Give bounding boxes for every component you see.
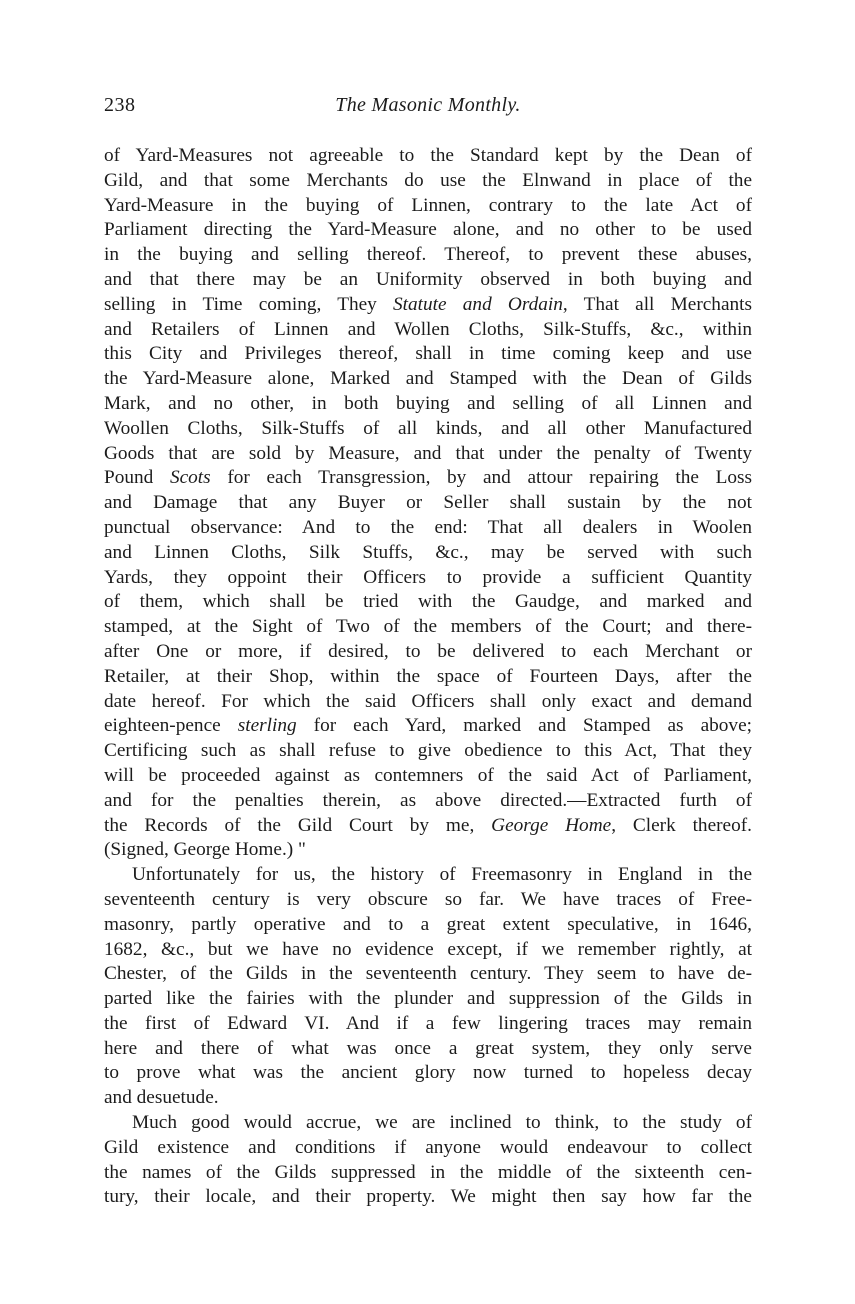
text-line <box>104 566 752 591</box>
text-run: to prove what was the ancient glory now turned to hopeless decay <box>104 1062 752 1084</box>
text-run: Woollen Cloths, Silk-Stuffs of all kinds, and all other Manufactured <box>104 417 752 439</box>
text-run: Retailer, at their Shop, within the space of Fourteen Days, after the <box>104 665 752 687</box>
text-line <box>104 194 752 219</box>
text-line <box>104 739 752 764</box>
text-run: date hereof. For which the said Officers shall only exact and demand <box>104 690 752 712</box>
text-run: this City and Privileges thereof, shall in time coming keep and use <box>104 343 752 365</box>
text-run: the Yard-Measure alone, Marked and Stamped with the Dean of Gilds <box>104 368 752 390</box>
text-line <box>104 392 752 417</box>
text-run: Yards, they oppoint their Officers to provide a sufficient Quantity <box>104 566 752 588</box>
text-line <box>104 888 752 913</box>
text-line <box>104 987 752 1012</box>
text-run: tury, their locale, and their property. We might then say how far the <box>104 1186 752 1208</box>
text-line <box>104 690 752 715</box>
text-line <box>104 541 752 566</box>
text-run: Gild, and that some Merchants do use the Elnwand in place of the <box>104 169 752 191</box>
text-run: of them, which shall be tried with the Gaudge, and marked and <box>104 591 752 613</box>
text-run: masonry, partly operative and to a great extent speculative, in 1646, <box>104 913 752 935</box>
text-run: and Damage that any Buyer or Seller shall sustain by the not <box>104 492 752 514</box>
text-run: and for the penalties therein, as above directed.—Extracted furth of <box>104 789 752 811</box>
text-line <box>104 1161 752 1186</box>
text-line <box>104 442 752 467</box>
text-run: Much good would accrue, we are inclined to think, to the study of <box>132 1112 752 1134</box>
text-line <box>104 1061 752 1086</box>
text-run: of Yard-Measures not agreeable to the Standard kept by the Dean of <box>104 145 752 166</box>
text-line <box>104 962 752 987</box>
text-run: in the buying and selling thereof. Thereof, to prevent these abuses, <box>104 244 752 266</box>
text-run: selling in Time coming, They <box>104 293 394 315</box>
text-run: Chester, of the Gilds in the seventeenth century. They seem to have de- <box>104 963 752 985</box>
text-line <box>104 243 752 268</box>
text-line <box>104 590 752 615</box>
book-page <box>104 90 752 1210</box>
text-line <box>104 913 752 938</box>
text-run: stamped, at the Sight of Two of the members of the Court; and there- <box>104 616 752 638</box>
text-run: here and there of what was once a great system, they only serve <box>104 1037 752 1059</box>
text-run: will be proceeded against as contemners of the said Act of Parliament, <box>104 764 752 786</box>
text-run: Certificing such as shall refuse to give obedience to this Act, That they <box>104 740 752 762</box>
text-run: (Signed, George Home.) " <box>104 839 306 861</box>
text-line <box>104 516 752 541</box>
paragraph <box>104 144 752 863</box>
text-run: Mark, and no other, in both buying and selling of all Linnen and <box>104 392 752 414</box>
text-line <box>104 144 752 169</box>
text-run: for each Yard, marked and Stamped as above; <box>296 715 752 737</box>
text-line <box>104 417 752 442</box>
italic-text: George Home <box>491 814 612 836</box>
text-line <box>104 1037 752 1062</box>
text-run: Gild existence and conditions if anyone would endeavour to collect <box>104 1136 752 1158</box>
text-run: and desuetude. <box>104 1087 219 1109</box>
text-line <box>104 764 752 789</box>
text-run: Parliament directing the Yard-Measure alone, and no other to be used <box>104 219 752 241</box>
italic-text: sterling <box>237 715 297 737</box>
text-line <box>104 466 752 491</box>
text-run: eighteen-pence <box>104 715 238 737</box>
text-line <box>104 665 752 690</box>
text-run: and Linnen Cloths, Silk Stuffs, &c., may be served with such <box>104 541 752 563</box>
text-line <box>104 268 752 293</box>
text-run: the names of the Gilds suppressed in the middle of the sixteenth cen- <box>104 1161 752 1183</box>
text-run: and that there may be an Uniformity observed in both buying and <box>104 268 752 290</box>
text-run: Pound <box>104 467 170 489</box>
text-run: parted like the fairies with the plunder and suppression of the Gilds in <box>104 988 752 1010</box>
text-run: after One or more, if desired, to be delivered to each Merchant or <box>104 640 752 662</box>
page-number: 238 <box>104 94 136 116</box>
text-run: , Clerk thereof. <box>611 814 752 836</box>
text-run: and Retailers of Linnen and Wollen Cloths, Silk-Stuffs, &c., within <box>104 318 752 340</box>
text-line <box>104 863 752 888</box>
text-run: Goods that are sold by Measure, and that under the penalty of Twenty <box>104 442 752 464</box>
text-line <box>104 938 752 963</box>
paragraph <box>104 1111 752 1210</box>
text-run: for each Transgression, by and attour repairing the Loss <box>210 467 752 489</box>
text-line <box>104 814 752 839</box>
text-line <box>104 218 752 243</box>
text-line <box>104 1086 752 1111</box>
body-text <box>104 144 752 1210</box>
text-line <box>104 169 752 194</box>
text-line <box>104 342 752 367</box>
text-line <box>104 293 752 318</box>
text-line <box>104 640 752 665</box>
text-line <box>104 491 752 516</box>
text-run: the first of Edward VI. And if a few lingering traces may remain <box>104 1012 752 1034</box>
text-run: the Records of the Gild Court by me, <box>104 814 492 836</box>
text-line <box>104 367 752 392</box>
text-line <box>104 318 752 343</box>
text-line <box>104 714 752 739</box>
running-title: The Masonic Monthly. <box>335 94 521 116</box>
text-run: punctual observance: And to the end: That all dealers in Woolen <box>104 516 752 538</box>
italic-text: Statute and Ordain <box>393 293 563 315</box>
text-line <box>104 615 752 640</box>
running-head <box>104 90 752 124</box>
italic-text: Scots <box>169 467 211 489</box>
text-line <box>104 1136 752 1161</box>
text-run: Yard-Measure in the buying of Linnen, contrary to the late Act of <box>104 194 752 216</box>
text-run: Unfortunately for us, the history of Freemasonry in England in the <box>132 864 752 886</box>
text-run: , That all Merchants <box>562 293 752 315</box>
text-line <box>104 1185 752 1210</box>
text-line <box>104 1111 752 1136</box>
text-line <box>104 838 752 863</box>
paragraph <box>104 863 752 1111</box>
text-run: seventeenth century is very obscure so far. We have traces of Free- <box>104 888 752 910</box>
text-line <box>104 1012 752 1037</box>
text-run: 1682, &c., but we have no evidence except, if we remember rightly, at <box>104 938 752 960</box>
text-line <box>104 789 752 814</box>
